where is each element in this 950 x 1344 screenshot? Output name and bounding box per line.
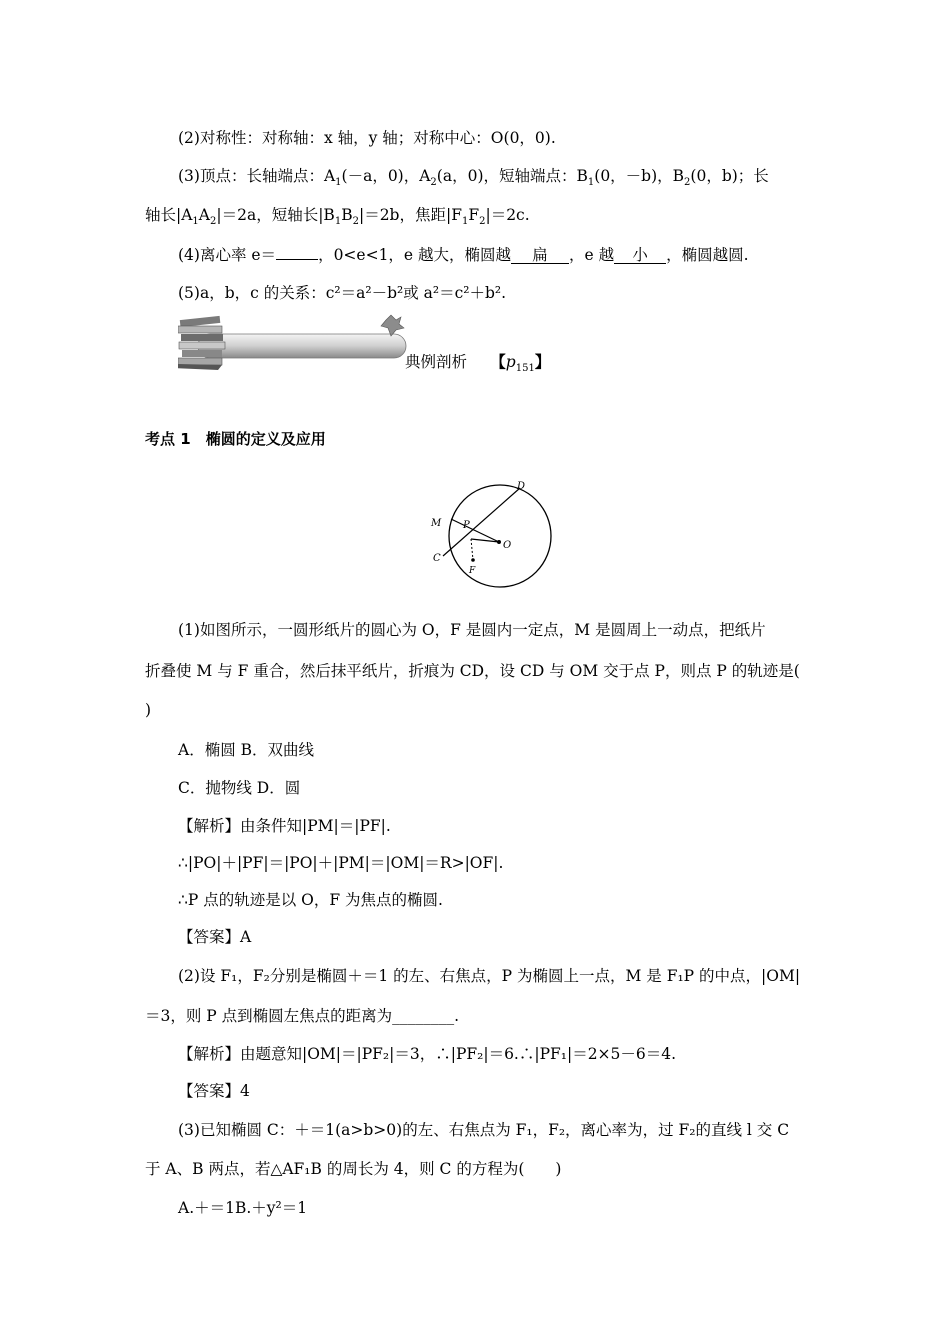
ref-open: 【 <box>498 353 506 371</box>
section-label: 考点 1 <box>145 430 191 448</box>
q2-answer: 【答案】4 <box>178 1082 250 1100</box>
q2-solution: 【解析】由题意知|OM|＝|PF₂|＝3，∴|PF₂|＝6.∴|PF₁|＝2×5－6＝4. <box>178 1045 677 1063</box>
vertices-text-d: (0，－b)，B <box>594 167 685 185</box>
circle-fold-figure <box>425 478 555 588</box>
ecc-text-b: ，0<e<1，e 越大，椭圆越 <box>318 246 512 264</box>
vertices-text-c: (a，0)，短轴端点：B <box>436 167 588 185</box>
label-f: F <box>469 566 476 576</box>
ecc-text-c: ，e 越 <box>569 246 615 264</box>
point-f <box>471 558 475 562</box>
ref-p: p <box>505 353 516 371</box>
axes-text-b: A <box>198 206 210 224</box>
vertices-text-e: (0，b)；长 <box>690 167 769 185</box>
axes-text-d: B <box>341 206 353 224</box>
section-title: 椭圆的定义及应用 <box>205 430 326 448</box>
q1-line-2: 折叠使 M 与 F 重合，然后抹平纸片，折痕为 CD，设 CD 与 OM 交于点 P，则点 P 的轨迹是( <box>145 662 800 680</box>
q1-solution-3: ∴P 点的轨迹是以 O，F 为焦点的椭圆. <box>178 891 443 909</box>
vertices-line: (3)顶点：长轴端点：$A_1(-a$，0)，$A_2(a$，0)，短轴端点：$B_1(0$，－b)，$B_2(0$，b)；长 <box>178 167 769 189</box>
q2-line-1: (2)设 F₁，F₂分别是椭圆＋＝1 的左、右焦点，P 为椭圆上一点，M 是 F₁P 的中点，|OM| <box>178 967 801 985</box>
axes-text-g: |＝2c. <box>485 206 530 224</box>
axes-text-e: |＝2b，焦距|F <box>358 206 462 224</box>
ecc-flat-answer: 扁 <box>511 247 569 264</box>
banner-label <box>405 350 550 374</box>
ecc-text-a: (4)离心率 e＝ <box>178 246 277 264</box>
label-p: P <box>463 520 470 531</box>
vertices-text-a: (3)顶点：长轴端点：A <box>178 167 336 185</box>
axes-text-f: F <box>468 206 480 224</box>
q1-line-1: (1)如图所示，一圆形纸片的圆心为 O，F 是圆内一定点，M 是圆周上一动点，把纸片 <box>178 621 766 639</box>
label-o: O <box>503 540 512 551</box>
vertices-text-b: (－a，0)，A <box>341 167 431 185</box>
circle <box>449 485 551 587</box>
q2-line-2: ＝3，则 P 点到椭圆左焦点的距离为________. <box>145 1007 460 1025</box>
segment-pf <box>471 539 473 560</box>
segment-mo <box>451 519 499 542</box>
ecc-text-d: ，椭圆越圆. <box>666 246 749 264</box>
axes-text-a: 轴长|A <box>145 206 193 224</box>
book-stack-icon <box>178 316 225 370</box>
label-d: D <box>517 481 526 492</box>
banner-title: 典例剖析 <box>405 353 468 371</box>
ecc-small-answer: 小 <box>614 247 666 264</box>
axes-text-c: |＝2a，短轴长|B <box>216 206 335 224</box>
banner-bar <box>198 334 406 358</box>
label-m: M <box>431 518 442 529</box>
point-o <box>497 540 501 544</box>
symmetry-line: (2)对称性：对称轴：x 轴，y 轴；对称中心：O(0，0). <box>178 129 556 147</box>
q1-options-ab: A．椭圆 B．双曲线 <box>178 741 315 759</box>
ecc-fraction-blank <box>276 259 318 260</box>
eccentricity-line <box>178 245 749 265</box>
q1-solution-2: ∴|PO|＋|PF|＝|PO|＋|PM|＝|OM|＝R>|OF|. <box>178 854 504 872</box>
q1-line-3: ) <box>145 701 152 719</box>
leaf-icon <box>381 315 404 336</box>
q3-options-ab: A.＋＝1B.＋y²＝1 <box>178 1199 308 1217</box>
ref-page: 151 <box>515 363 535 375</box>
q1-solution-1: 【解析】由条件知|PM|＝|PF|. <box>178 817 391 835</box>
section-heading <box>145 428 326 449</box>
label-c: C <box>433 553 441 564</box>
q3-line-2: 于 A、B 两点，若△AF₁B 的周长为 4，则 C 的方程为( ) <box>145 1160 562 1178</box>
q3-line-1: (3)已知椭圆 C：＋＝1(a>b>0)的左、右焦点为 F₁，F₂，离心率为，过 F₂的直线 l 交 C <box>178 1121 790 1139</box>
q1-options-cd: C．抛物线 D．圆 <box>178 779 301 797</box>
q1-answer: 【答案】A <box>178 928 252 946</box>
relation-line: (5)a，b，c 的关系：c²＝a²－b²或 a²＝c²＋b². <box>178 284 507 302</box>
ref-close: 】 <box>534 353 551 371</box>
axes-line: 轴长$|A_1A_2|=2a$，短轴长$|B_1B_2|=2b$，焦距$|F_1F_2|=2c$. <box>145 206 530 228</box>
